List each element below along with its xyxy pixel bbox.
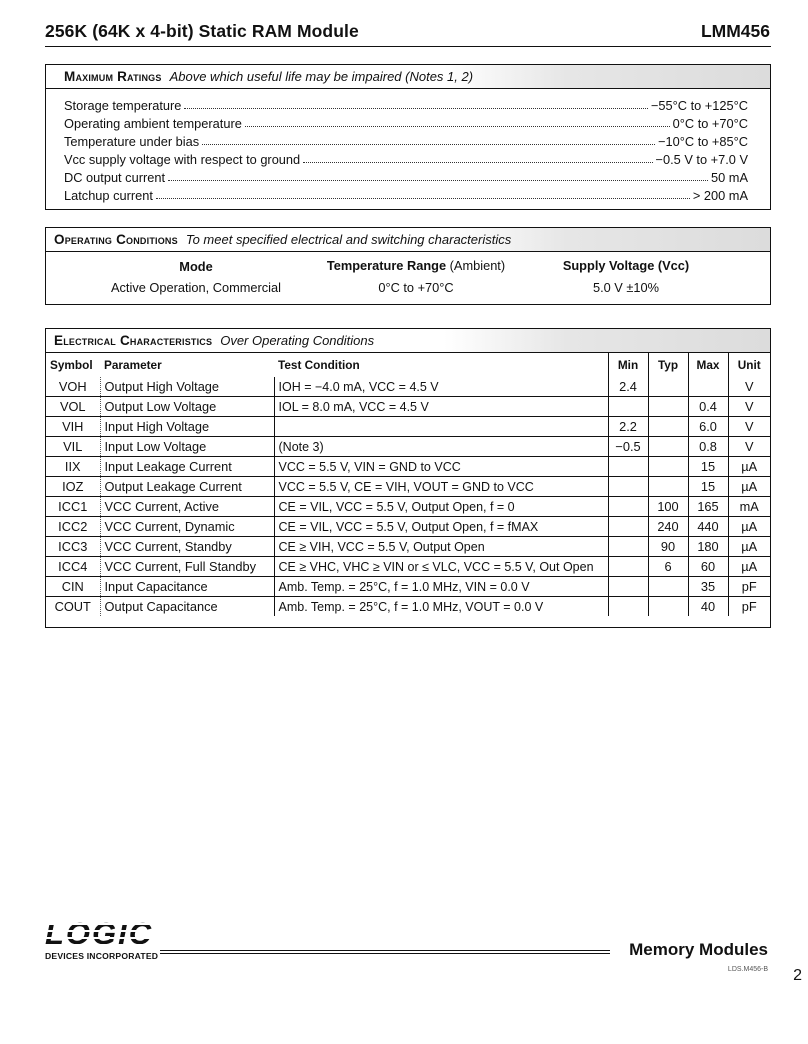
- cell-parameter: Output Leakage Current: [100, 477, 274, 497]
- operating-conditions-note: To meet specified electrical and switching characteristics: [185, 232, 512, 247]
- cell-parameter: Output High Voltage: [100, 377, 274, 397]
- cell-typ: 6: [648, 557, 688, 577]
- cell-typ: [648, 577, 688, 597]
- cell-typ: [648, 417, 688, 437]
- cell-condition: (Note 3): [274, 437, 608, 457]
- table-row: [46, 397, 770, 417]
- electrical-table: [46, 353, 770, 616]
- table-row: [46, 517, 770, 537]
- maximum-ratings-box: [45, 64, 771, 210]
- rating-row: [46, 131, 770, 149]
- cell-symbol: ICC1: [58, 499, 88, 514]
- table-row: [46, 497, 770, 517]
- table-row: [46, 457, 770, 477]
- company-name: DEVICES INCORPORATED: [45, 951, 159, 961]
- cell-condition: IOL = 8.0 mA, VCC = 4.5 V: [274, 397, 608, 417]
- electrical-characteristics-heading: Electrical Characteristics: [54, 333, 213, 348]
- table-row: [46, 477, 770, 497]
- cell-min: [608, 397, 648, 417]
- cell-typ: [648, 597, 688, 617]
- cell-unit: V: [728, 377, 770, 397]
- leader-dots: [156, 198, 690, 199]
- cell-unit: µA: [728, 537, 770, 557]
- leader-dots: [303, 162, 652, 163]
- cell-min: 2.4: [608, 377, 648, 397]
- cell-unit: µA: [728, 557, 770, 577]
- section-title: Memory Modules: [629, 940, 768, 959]
- col-temp-header: [301, 258, 531, 273]
- cell-unit: pF: [728, 597, 770, 617]
- leader-dots: [168, 180, 708, 181]
- cell-parameter: Input Low Voltage: [100, 437, 274, 457]
- cell-symbol: VOH: [58, 379, 87, 394]
- cell-typ: [648, 477, 688, 497]
- leader-dots: [202, 144, 655, 145]
- cell-parameter: Input High Voltage: [100, 417, 274, 437]
- electrical-characteristics-note: Over Operating Conditions: [220, 333, 375, 348]
- cell-max: 6.0: [688, 417, 728, 437]
- cell-max: 60: [688, 557, 728, 577]
- cell-unit: V: [728, 437, 770, 457]
- rating-row: [46, 167, 770, 185]
- table-row: [46, 537, 770, 557]
- electrical-characteristics-box: [45, 328, 771, 628]
- cell-max: 440: [688, 517, 728, 537]
- table-header-row: [46, 353, 770, 377]
- cell-min: [608, 597, 648, 617]
- col-supply-header: Supply Voltage (Vcc): [562, 258, 690, 273]
- cell-parameter: VCC Current, Dynamic: [100, 517, 274, 537]
- cell-min: 2.2: [608, 417, 648, 437]
- maximum-ratings-list: [46, 89, 770, 203]
- table-row: [46, 417, 770, 437]
- cell-condition: IOH = −4.0 mA, VCC = 4.5 V: [274, 377, 608, 397]
- operating-conditions-grid: [46, 252, 770, 302]
- cell-condition: CE ≥ VIH, VCC = 5.5 V, Output Open: [274, 537, 608, 557]
- header-rule: [45, 46, 771, 47]
- supply-value: 5.0 V ±10%: [592, 280, 660, 295]
- cell-unit: V: [728, 417, 770, 437]
- col-parameter: Parameter: [104, 358, 162, 372]
- operating-conditions-heading: Operating Conditions: [54, 232, 178, 247]
- cell-min: [608, 457, 648, 477]
- rating-label: Latchup current: [64, 188, 153, 203]
- cell-symbol: IIX: [64, 459, 81, 474]
- cell-symbol: COUT: [54, 599, 91, 614]
- cell-condition: CE = VIL, VCC = 5.5 V, Output Open, f = fMAX: [274, 517, 608, 537]
- mode-value: Active Operation, Commercial: [111, 280, 281, 295]
- rating-label: Vcc supply voltage with respect to ground: [64, 152, 301, 167]
- cell-unit: pF: [728, 577, 770, 597]
- table-row: [46, 597, 770, 617]
- cell-condition: Amb. Temp. = 25°C, f = 1.0 MHz, VIN = 0.0 V: [274, 577, 608, 597]
- cell-symbol: ICC4: [58, 559, 88, 574]
- cell-unit: µA: [728, 477, 770, 497]
- table-row: [46, 577, 770, 597]
- cell-parameter: VCC Current, Full Standby: [100, 557, 274, 577]
- cell-condition: VCC = 5.5 V, VIN = GND to VCC: [274, 457, 608, 477]
- temp-value: 0°C to +70°C: [378, 280, 454, 295]
- col-condition: Test Condition: [278, 358, 360, 372]
- col-symbol: Symbol: [50, 358, 93, 372]
- cell-min: [608, 577, 648, 597]
- cell-parameter: Output Capacitance: [100, 597, 274, 617]
- cell-parameter: VCC Current, Standby: [100, 537, 274, 557]
- cell-condition: [274, 417, 608, 437]
- leader-dots: [184, 108, 648, 109]
- rating-value: > 200 mA: [692, 188, 748, 203]
- rating-value: 0°C to +70°C: [672, 116, 748, 131]
- cell-symbol: VIH: [62, 419, 84, 434]
- table-row: [46, 377, 770, 397]
- rating-row: [46, 185, 770, 203]
- cell-typ: 240: [648, 517, 688, 537]
- page-title: 256K (64K x 4-bit) Static RAM Module: [45, 21, 359, 41]
- company-logo: [45, 918, 158, 961]
- rating-label: Temperature under bias: [64, 134, 200, 149]
- cell-max: 0.4: [688, 397, 728, 417]
- cell-condition: Amb. Temp. = 25°C, f = 1.0 MHz, VOUT = 0.0 V: [274, 597, 608, 617]
- cell-min: [608, 477, 648, 497]
- cell-max: 180: [688, 537, 728, 557]
- page-number: 2: [793, 967, 802, 984]
- col-temp-suffix: (Ambient): [449, 258, 506, 273]
- cell-unit: V: [728, 397, 770, 417]
- rating-value: −55°C to +125°C: [650, 98, 748, 113]
- cell-symbol: VOL: [59, 399, 86, 414]
- col-typ: Typ: [648, 353, 688, 377]
- cell-typ: [648, 377, 688, 397]
- cell-unit: µA: [728, 517, 770, 537]
- cell-condition: CE ≥ VHC, VHC ≥ VIN or ≤ VLC, VCC = 5.5 V, Out Open: [274, 557, 608, 577]
- footer-rule: [160, 950, 610, 951]
- rating-label: Operating ambient temperature: [64, 116, 242, 131]
- rating-value: −0.5 V to +7.0 V: [655, 152, 748, 167]
- electrical-characteristics-header: [46, 329, 770, 353]
- rating-value: 50 mA: [711, 170, 748, 185]
- cell-typ: [648, 437, 688, 457]
- cell-symbol: CIN: [61, 579, 84, 594]
- cell-typ: [648, 397, 688, 417]
- cell-max: 15: [688, 457, 728, 477]
- rating-value: −10°C to +85°C: [658, 134, 748, 149]
- rating-row: [46, 95, 770, 113]
- footer-rule: [160, 953, 610, 954]
- cell-max: 165: [688, 497, 728, 517]
- cell-parameter: Input Capacitance: [100, 577, 274, 597]
- operating-conditions-box: [45, 227, 771, 305]
- rating-row: [46, 149, 770, 167]
- cell-max: [688, 377, 728, 397]
- table-row: [46, 557, 770, 577]
- document-code: LDS.M456-B: [727, 966, 768, 973]
- cell-typ: 100: [648, 497, 688, 517]
- maximum-ratings-heading: Maximum Ratings: [64, 69, 162, 84]
- table-row: [46, 437, 770, 457]
- cell-min: [608, 497, 648, 517]
- logo-wordmark: LOGIC: [45, 918, 158, 949]
- cell-parameter: VCC Current, Active: [100, 497, 274, 517]
- cell-max: 0.8: [688, 437, 728, 457]
- cell-typ: [648, 457, 688, 477]
- cell-symbol: VIL: [63, 439, 83, 454]
- cell-unit: µA: [728, 457, 770, 477]
- cell-unit: mA: [728, 497, 770, 517]
- col-mode-header: Mode: [179, 259, 213, 274]
- cell-max: 15: [688, 477, 728, 497]
- operating-conditions-header: [46, 228, 770, 252]
- cell-parameter: Input Leakage Current: [100, 457, 274, 477]
- cell-symbol: ICC2: [58, 519, 88, 534]
- rating-label: Storage temperature: [64, 98, 182, 113]
- col-unit: Unit: [728, 353, 770, 377]
- maximum-ratings-header: [46, 65, 770, 89]
- electrical-table-body: [46, 377, 770, 616]
- cell-min: [608, 537, 648, 557]
- cell-min: [608, 517, 648, 537]
- cell-condition: CE = VIL, VCC = 5.5 V, Output Open, f = 0: [274, 497, 608, 517]
- part-number: LMM456: [700, 21, 770, 41]
- cell-parameter: Output Low Voltage: [100, 397, 274, 417]
- cell-min: −0.5: [608, 437, 648, 457]
- cell-typ: 90: [648, 537, 688, 557]
- cell-symbol: IOZ: [62, 479, 84, 494]
- cell-max: 40: [688, 597, 728, 617]
- col-min: Min: [608, 353, 648, 377]
- rating-label: DC output current: [64, 170, 166, 185]
- cell-symbol: ICC3: [58, 539, 88, 554]
- cell-min: [608, 557, 648, 577]
- cell-max: 35: [688, 577, 728, 597]
- rating-row: [46, 113, 770, 131]
- maximum-ratings-note: Above which useful life may be impaired (Notes 1, 2): [169, 69, 474, 84]
- col-max: Max: [688, 353, 728, 377]
- col-temp-label: Temperature Range: [326, 258, 447, 273]
- cell-condition: VCC = 5.5 V, CE = VIH, VOUT = GND to VCC: [274, 477, 608, 497]
- leader-dots: [245, 126, 670, 127]
